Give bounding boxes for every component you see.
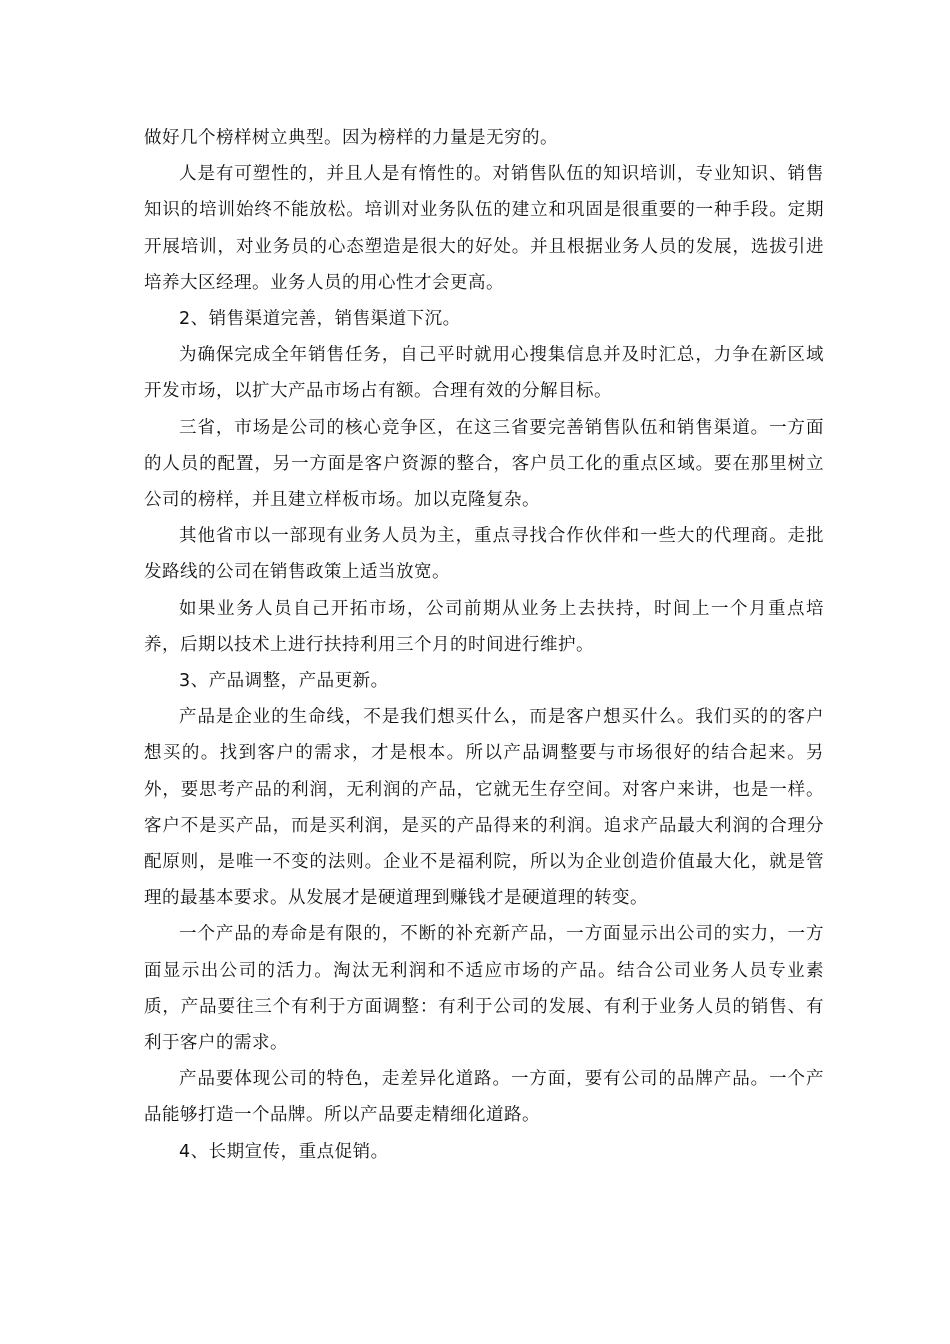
paragraph: 一个产品的寿命是有限的，不断的补充新产品，一方面显示出公司的实力，一方面显示出公司的活力。淘汰无利润和不适应市场的产品。结合公司业务人员专业素质，产品要往三个有利于方面调整：有利于公司的发展、有利于业务人员的销售、有利于客户的需求。 — [144, 924, 824, 1054]
section-heading: 4、长期宣传，重点促销。 — [179, 1141, 389, 1162]
paragraph: 为确保完成全年销售任务，自己平时就用心搜集信息并及时汇总，力争在新区域开发市场，以扩大产品市场占有额。合理有效的分解目标。 — [144, 345, 824, 402]
section-heading: 3、产品调整，产品更新。 — [179, 671, 389, 692]
paragraph: 如果业务人员自己开拓市场，公司前期从业务上去扶持，时间上一个月重点培养，后期以技术上进行扶持利用三个月的时间进行维护。 — [144, 598, 824, 655]
paragraph: 人是有可塑性的，并且人是有惰性的。对销售队伍的知识培训，专业知识、销售知识的培训始终不能放松。培训对业务队伍的建立和巩固是很重要的一种手段。定期开展培训，对业务员的心态塑造是很大的好处。并且根据业务人员的发展，选拔引进培养大区经理。业务人员的用心性才会更高。 — [144, 164, 824, 293]
section-heading: 2、销售渠道完善，销售渠道下沉。 — [179, 309, 461, 330]
paragraph: 其他省市以一部现有业务人员为主，重点寻找合作伙伴和一些大的代理商。走批发路线的公司在销售政策上适当放宽。 — [144, 526, 824, 583]
paragraph: 做好几个榜样树立典型。因为榜样的力量是无穷的。 — [144, 128, 558, 148]
paragraph: 三省，市场是公司的核心竞争区，在这三省要完善销售队伍和销售渠道。一方面的人员的配置，另一方面是客户资源的整合，客户员工化的重点区域。要在那里树立公司的榜样，并且建立样板市场。加以克隆复杂。 — [144, 417, 824, 511]
paragraph: 产品要体现公司的特色，走差异化道路。一方面，要有公司的品牌产品。一个产品能够打造一个品牌。所以产品要走精细化道路。 — [144, 1069, 824, 1126]
paragraph: 产品是企业的生命线，不是我们想买什么，而是客户想买什么。我们买的的客户想买的。找到客户的需求，才是根本。所以产品调整要与市场很好的结合起来。另外，要思考产品的利润，无利润的产品，它就无生存空间。对客户来讲，也是一样。客户不是买产品，而是买利润，是买的产品得来的利润。追求产品最大利润的合理分配原则，是唯一不变的法则。企业不是福利院，所以为企业创造价值最大化，就是管理的最基本要求。从发展才是硬道理到赚钱才是硬道理的转变。 — [144, 707, 824, 909]
document-body — [144, 120, 824, 1170]
